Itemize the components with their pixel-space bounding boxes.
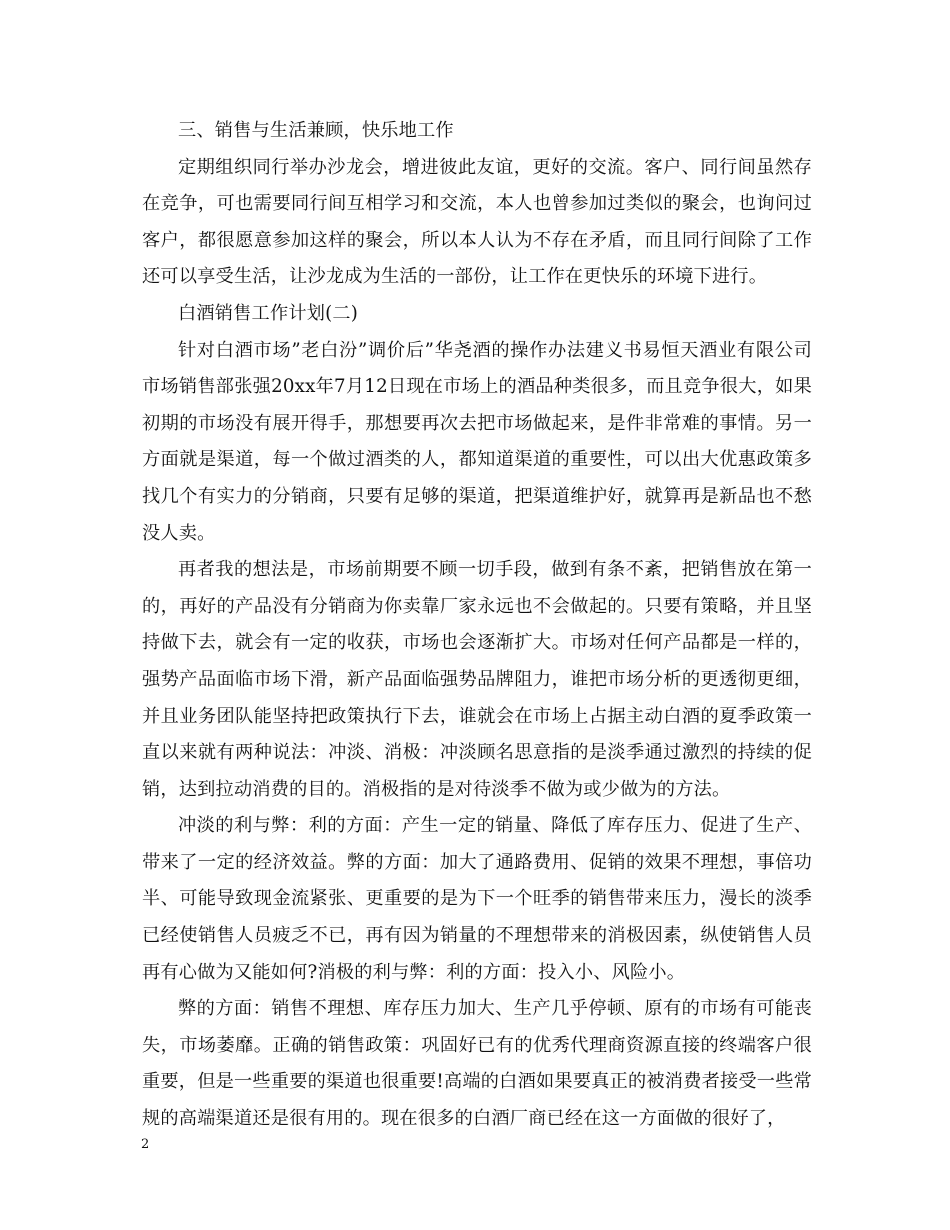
document-body [142,113,812,1138]
body-paragraph: 定期组织同行举办沙龙会，增进彼此友谊，更好的交流。客户、同行间虽然存在竞争，可也需要同行间互相学习和交流，本人也曾参加过类似的聚会，也询问过客户，都很愿意参加这样的聚会，所以本人认为不存在矛盾，而且同行间除了工作还可以享受生活，让沙龙成为生活的一部份，让工作在更快乐的环境下进行。 [142,156,812,288]
body-paragraph: 针对白酒市场”老白汾”调价后”华尧酒的操作办法建义书易恒天酒业有限公司市场销售部张强20xx年7月12日现在市场上的酒品种类很多，而且竞争很大，如果初期的市场没有展开得手，那想要再次去把市场做起来，是件非常难的事情。另一方面就是渠道，每一个做过酒类的人，都知道渠道的重要性，可以出大优惠政策多找几个有实力的分销商，只要有足够的渠道，把渠道维护好，就算再是新品也不愁没人卖。 [142,339,812,544]
body-paragraph: 再者我的想法是，市场前期要不顾一切手段，做到有条不紊，把销售放在第一的，再好的产品没有分销商为你卖靠厂家永远也不会做起的。只要有策略，并且坚持做下去，就会有一定的收获，市场也会逐渐扩大。市场对任何产品都是一样的，强势产品面临市场下滑，新产品面临强势品牌阻力，谁把市场分析的更透彻更细，并且业务团队能坚持把政策执行下去，谁就会在市场上占据主动白酒的夏季政策一直以来就有两种说法：冲淡、消极：冲淡顾名思意指的是淡季通过激烈的持续的促销，达到拉动消费的目的。消极指的是对待淡季不做为或少做为的方法。 [142,559,812,800]
body-paragraph: 弊的方面：销售不理想、库存压力加大、生产几乎停顿、原有的市场有可能丧失，市场萎靡。正确的销售政策：巩固好已有的优秀代理商资源直接的终端客户很重要，但是一些重要的渠道也很重要!高端的白酒如果要真正的被消费者接受一些常规的高端渠道还是很有用的。现在很多的白酒厂商已经在这一方面做的很好了， [142,998,812,1130]
page-number: 2 [141,1137,150,1152]
subtitle: 白酒销售工作计划(二) [178,302,359,324]
section-heading: 三、销售与生活兼顾，快乐地工作 [178,120,454,141]
body-paragraph: 冲淡的利与弊：利的方面：产生一定的销量、降低了库存压力、促进了生产、带来了一定的经济效益。弊的方面：加大了通路费用、促销的效果不理想，事倍功半、可能导致现金流紧张、更重要的是为下一个旺季的销售带来压力，漫长的淡季已经使销售人员疲乏不已，再有因为销量的不理想带来的消极因素，纵使销售人员再有心做为又能如何?消极的利与弊：利的方面：投入小、风险小。 [142,815,812,983]
